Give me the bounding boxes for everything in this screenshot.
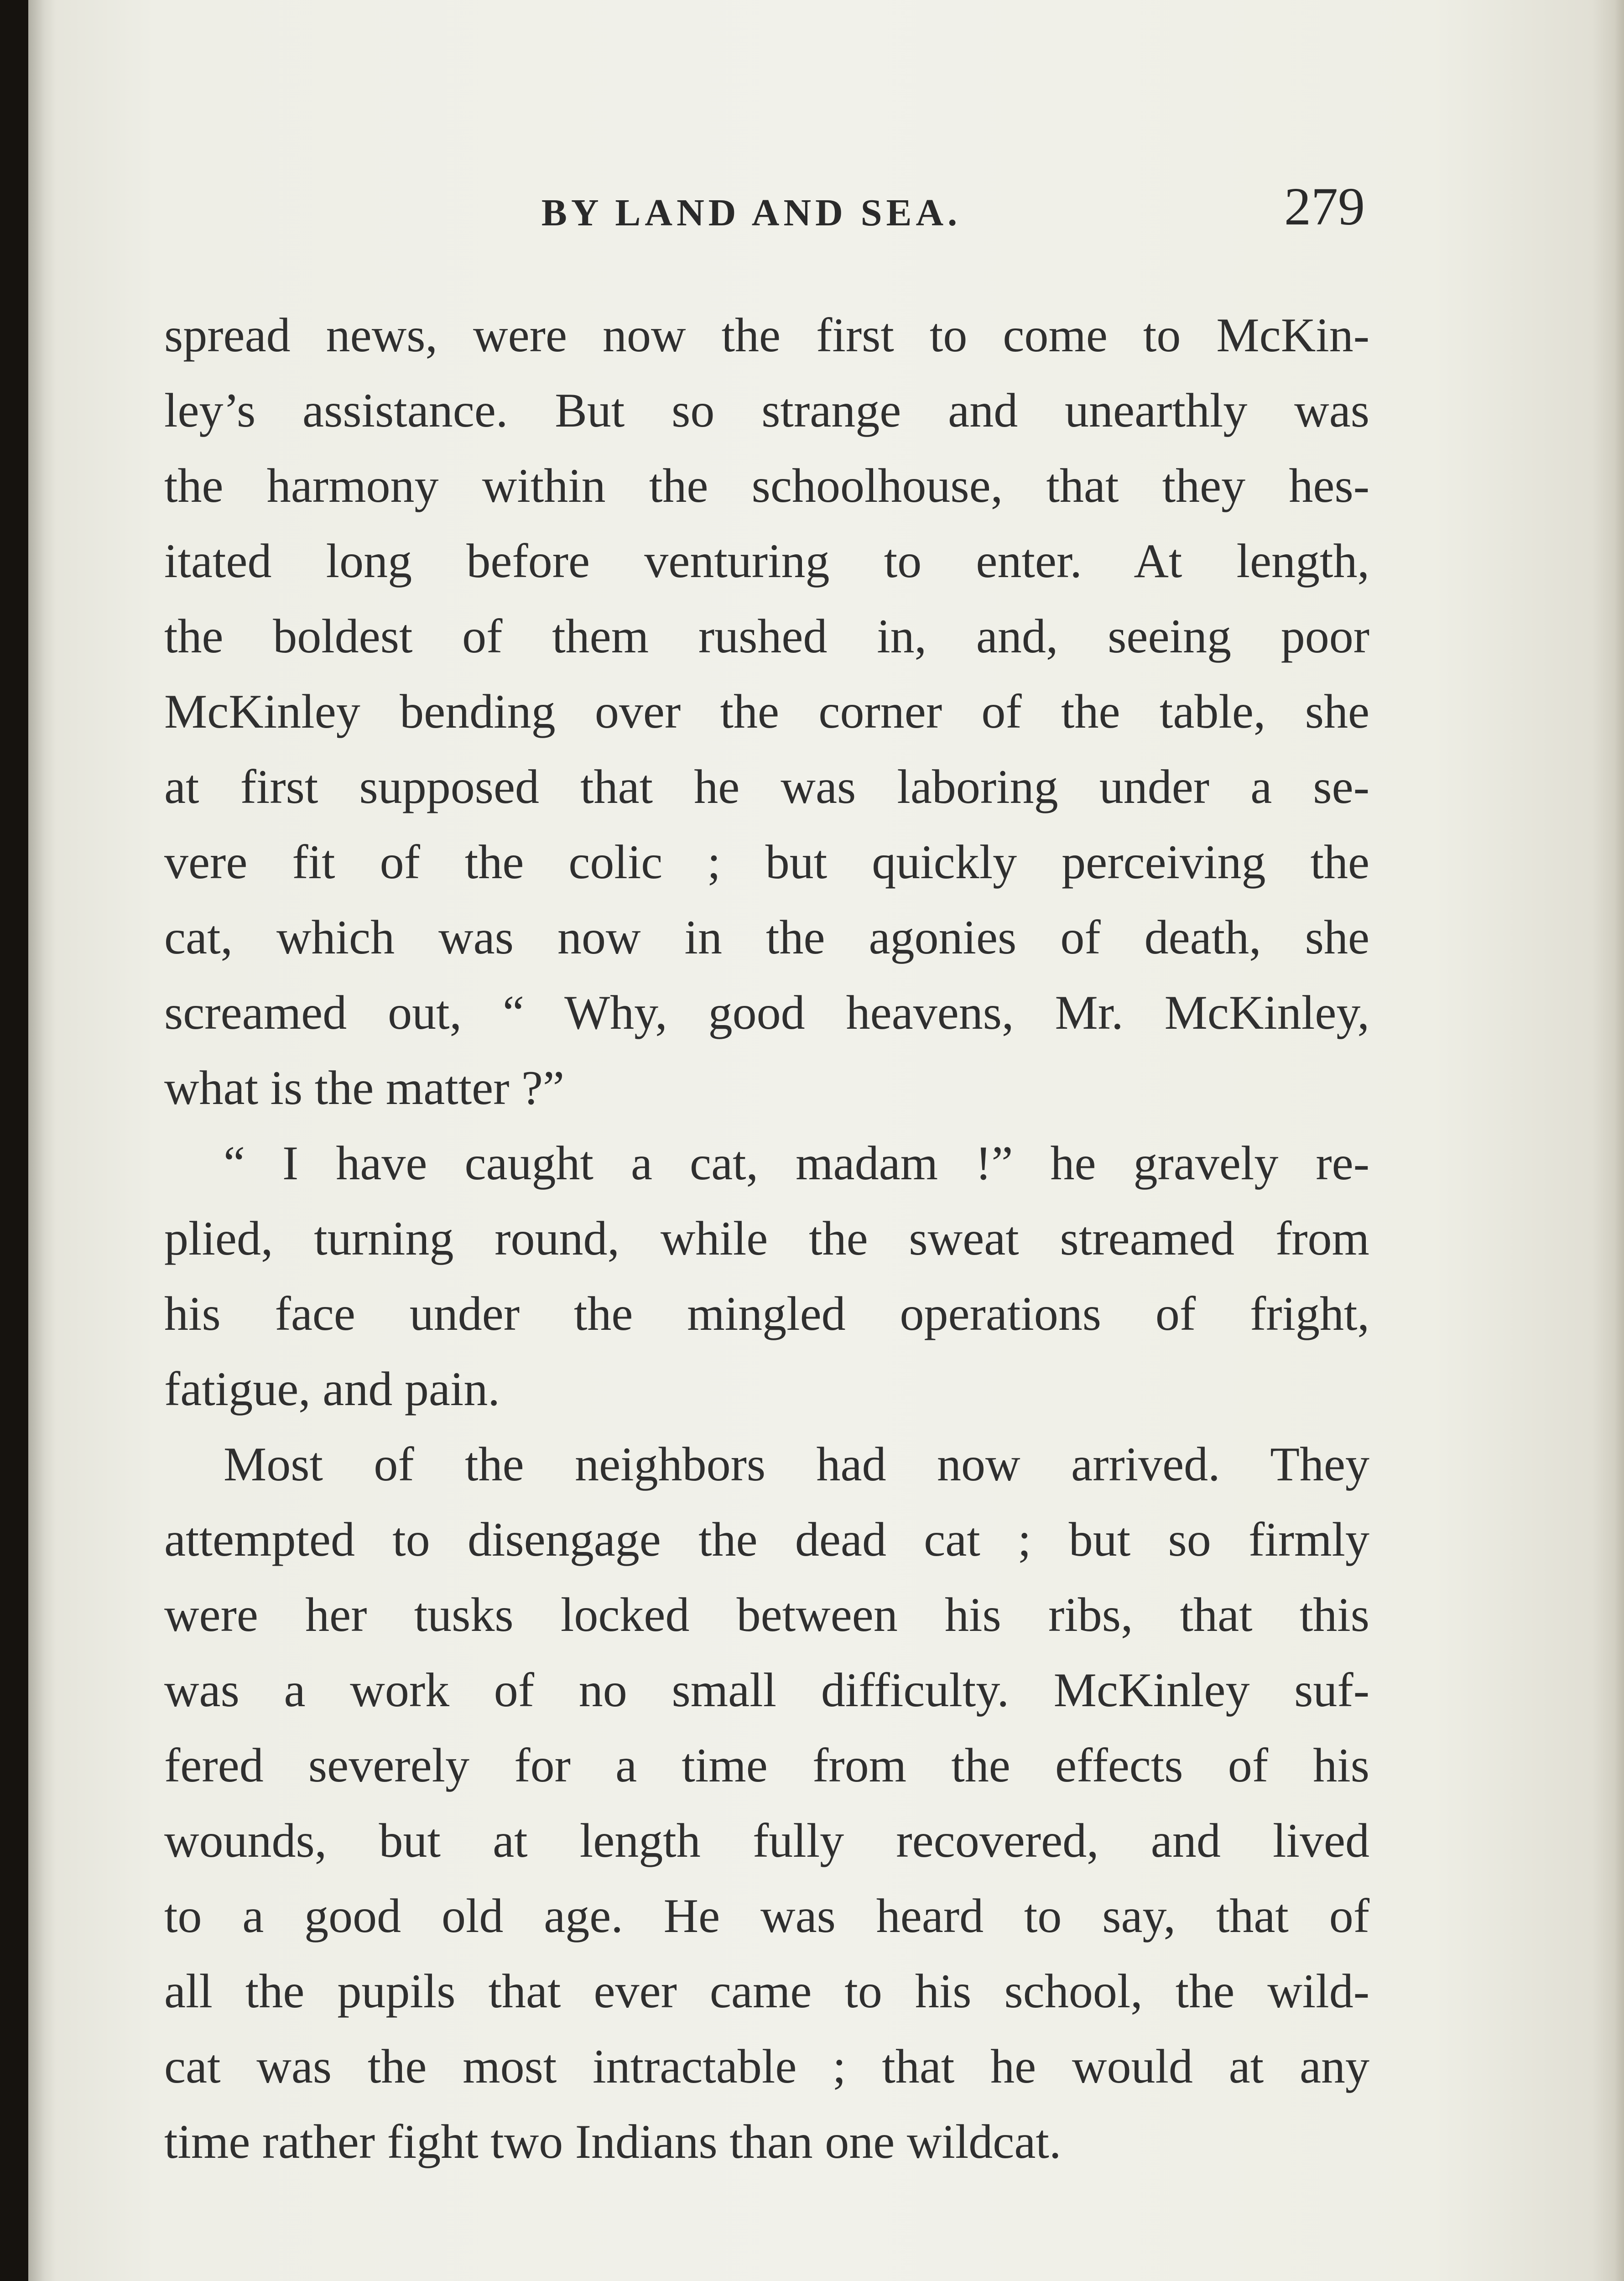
page-gutter-shadow: [28, 0, 56, 2281]
text-line: wounds, but at length fully recovered, and lived: [164, 1814, 1369, 1867]
text-line: the harmony within the schoolhouse, that they hes-: [164, 459, 1369, 512]
text-line: fered severely for a time from the effects of his: [164, 1739, 1369, 1792]
text-line: time rather fight two Indians than one wildcat.: [164, 2115, 1062, 2168]
text-line: to a good old age. He was heard to say, that of: [164, 1889, 1369, 1942]
text-line: his face under the mingled operations of fright,: [164, 1287, 1369, 1340]
text-line: was a work of no small difficulty. McKinley suf-: [164, 1663, 1369, 1717]
running-title: BY LAND AND SEA.: [541, 192, 962, 234]
text-line: McKinley bending over the corner of the table, she: [164, 685, 1369, 738]
page-number: 279: [1284, 177, 1365, 236]
text-line: the boldest of them rushed in, and, seeing poor: [164, 609, 1369, 663]
page-fore-edge-shadow: [1592, 0, 1624, 2281]
text-line: were her tusks locked between his ribs, that this: [164, 1588, 1369, 1641]
text-line: spread news, were now the first to come to McKin-: [164, 308, 1369, 362]
text-line: at first supposed that he was laboring under a se-: [164, 760, 1369, 813]
running-head: [138, 177, 1365, 245]
text-line: all the pupils that ever came to his school, the wild-: [164, 1964, 1369, 2018]
text-line: screamed out, “ Why, good heavens, Mr. McKinley,: [164, 986, 1369, 1039]
text-line: cat was the most intractable ; that he would at any: [164, 2040, 1369, 2093]
text-line: cat, which was now in the agonies of death, she: [164, 911, 1369, 964]
text-line: attempted to disengage the dead cat ; but so firmly: [164, 1513, 1369, 1566]
text-line: what is the matter ?”: [164, 1061, 565, 1114]
text-line: Most of the neighbors had now arrived. They: [224, 1437, 1369, 1491]
text-line: ley’s assistance. But so strange and unearthly was: [164, 384, 1369, 437]
text-line: “ I have caught a cat, madam !” he gravely re-: [224, 1136, 1369, 1190]
body-text: [164, 297, 1369, 2179]
paragraph-2: [164, 1125, 1369, 1427]
text-line: fatigue, and pain.: [164, 1362, 500, 1416]
text-line: vere fit of the colic ; but quickly perceiving the: [164, 835, 1369, 889]
text-line: itated long before venturing to enter. At length,: [164, 534, 1369, 588]
text-line: plied, turning round, while the sweat streamed from: [164, 1212, 1369, 1265]
book-page: [28, 0, 1624, 2281]
paragraph-1: [164, 297, 1369, 1125]
paragraph-3: [164, 1427, 1369, 2179]
